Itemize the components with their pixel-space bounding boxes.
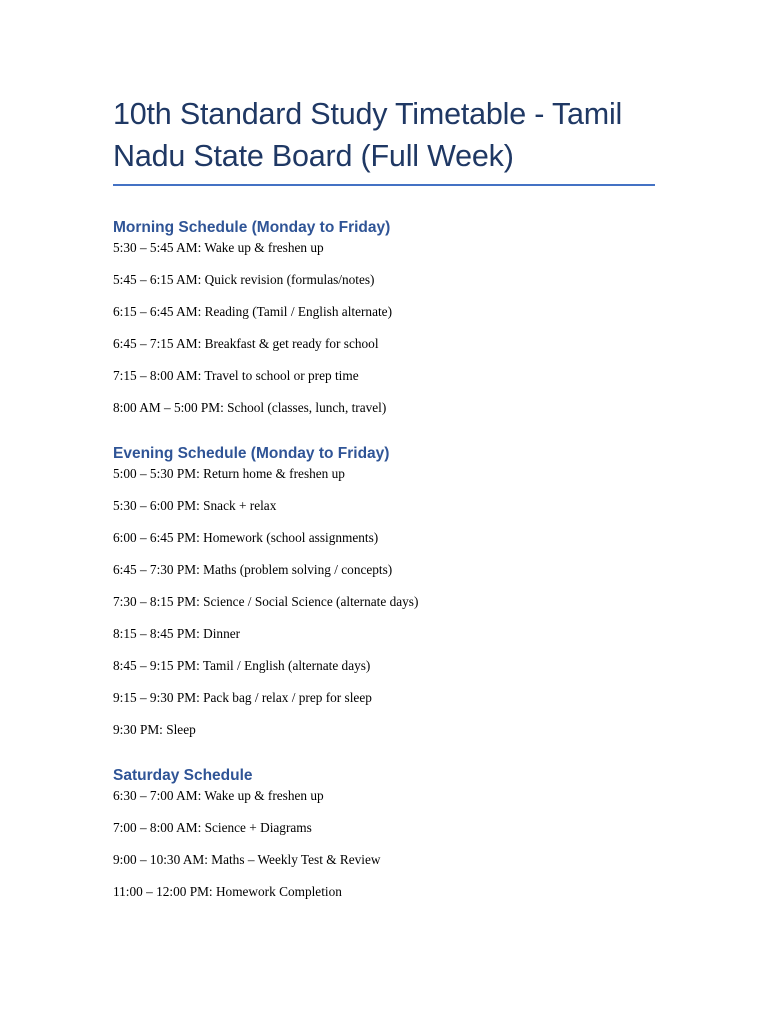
- schedule-entry: 9:30 PM: Sleep: [113, 722, 196, 737]
- entry-list: [113, 787, 655, 900]
- schedule-entry: 9:15 – 9:30 PM: Pack bag / relax / prep for sleep: [113, 690, 372, 705]
- section-heading: Evening Schedule (Monday to Friday): [113, 445, 390, 462]
- schedule-entry: 6:45 – 7:15 AM: Breakfast & get ready for school: [113, 336, 379, 351]
- schedule-entry: 8:00 AM – 5:00 PM: School (classes, lunch, travel): [113, 400, 387, 415]
- schedule-entry: 5:00 – 5:30 PM: Return home & freshen up: [113, 466, 345, 481]
- section-heading: Saturday Schedule: [113, 767, 253, 784]
- section-evening-schedule: [113, 443, 655, 738]
- schedule-entry: 5:30 – 6:00 PM: Snack + relax: [113, 498, 277, 513]
- entry-list: [113, 465, 655, 738]
- schedule-entry: 7:15 – 8:00 AM: Travel to school or prep time: [113, 368, 359, 383]
- schedule-entry: 11:00 – 12:00 PM: Homework Completion: [113, 884, 342, 899]
- section-saturday-schedule: [113, 765, 655, 900]
- schedule-entry: 6:15 – 6:45 AM: Reading (Tamil / English alternate): [113, 304, 392, 319]
- schedule-entry: 5:45 – 6:15 AM: Quick revision (formulas/notes): [113, 272, 375, 287]
- schedule-entry: 7:30 – 8:15 PM: Science / Social Science (alternate days): [113, 594, 419, 609]
- schedule-entry: 6:45 – 7:30 PM: Maths (problem solving / concepts): [113, 562, 393, 577]
- title-underline: [113, 184, 655, 186]
- document-title: 10th Standard Study Timetable - Tamil Nadu State Board (Full Week): [113, 97, 623, 173]
- document-content: [113, 93, 655, 900]
- schedule-entry: 8:15 – 8:45 PM: Dinner: [113, 626, 241, 641]
- schedule-entry: 8:45 – 9:15 PM: Tamil / English (alternate days): [113, 658, 371, 673]
- section-morning-schedule: [113, 217, 655, 416]
- entry-list: [113, 239, 655, 416]
- schedule-entry: 7:00 – 8:00 AM: Science + Diagrams: [113, 820, 312, 835]
- schedule-entry: 6:30 – 7:00 AM: Wake up & freshen up: [113, 788, 324, 803]
- schedule-entry: 6:00 – 6:45 PM: Homework (school assignments): [113, 530, 379, 545]
- schedule-entry: 9:00 – 10:30 AM: Maths – Weekly Test & Review: [113, 852, 381, 867]
- section-heading: Morning Schedule (Monday to Friday): [113, 219, 391, 236]
- schedule-entry: 5:30 – 5:45 AM: Wake up & freshen up: [113, 240, 324, 255]
